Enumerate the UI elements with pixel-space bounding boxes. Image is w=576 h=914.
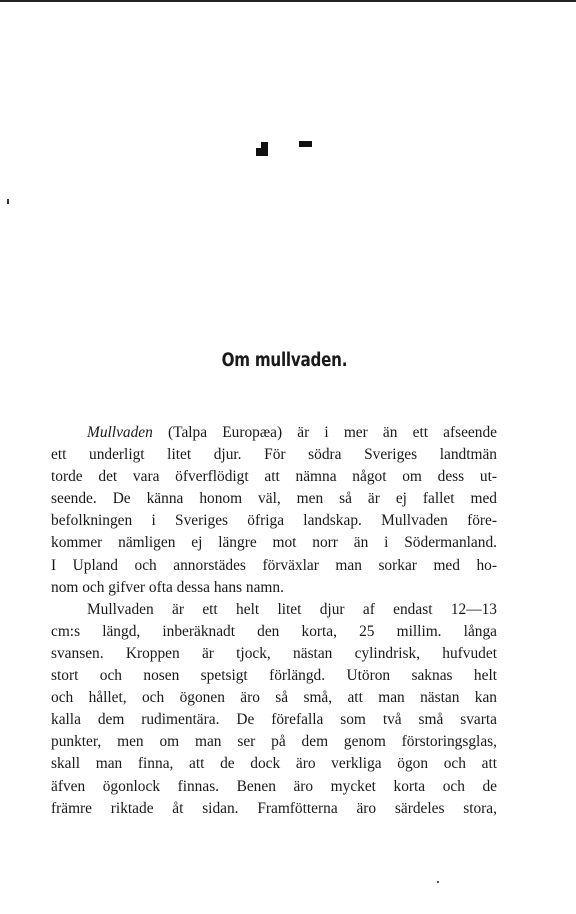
text-line: seende. De känna honom väl, men så är ej fallet med (51, 490, 497, 508)
text-line: ett underligt litet djur. För södra Sveriges landtmän (51, 446, 497, 464)
text-line: främre riktade åt sidan. Framfötterna äro särdeles stora, (51, 799, 497, 817)
text-line: torde det vara öfverflödigt att nämna något om dess ut- (51, 468, 497, 486)
text-line: I Upland och annorstädes förväxlar man sorkar med ho- (51, 556, 497, 574)
text-line: stort och nosen spetsigt förlängd. Utöron saknas helt (51, 667, 497, 685)
text-line: Mullvaden är ett helt litet djur af endast 12—13 (87, 600, 497, 618)
text-line: kommer nämligen ej längre mot norr än i Södermanland. (51, 534, 497, 552)
printer-mark-right (299, 141, 312, 147)
article-body (51, 422, 497, 820)
page-title: Om mullvaden. (221, 350, 348, 371)
text-line: skall man finna, att de dock äro verkliga ögon och att (51, 755, 497, 773)
text-line-rest: (Talpa Europæa) är i mer än ett afseende (152, 424, 497, 441)
ink-speck (437, 881, 439, 883)
ink-speck (7, 199, 9, 204)
lead-word: Mullvaden (87, 424, 153, 441)
text-line (51, 422, 497, 444)
text-line: befolkningen i Sveriges öfriga landskap. Mullvaden före- (51, 512, 497, 530)
text-line: cm:s längd, inberäknadt den korta, 25 millim. långa (51, 622, 497, 640)
text-line: svansen. Kroppen är tjock, nästan cylindrisk, hufvudet (51, 644, 497, 662)
text-line: äfven ögonlock finnas. Benen äro mycket korta och de (51, 777, 497, 795)
top-page-edge (0, 0, 576, 2)
text-line: punkter, men om man ser på dem genom förstoringsglas, (51, 733, 497, 751)
text-line: nom och gifver ofta dessa hans namn. (51, 578, 284, 596)
printer-mark-notch (256, 142, 261, 148)
text-line: kalla dem rudimentära. De förefalla som två små svarta (51, 711, 497, 729)
text-line: och hållet, och ögonen äro så små, att man nästan kan (51, 689, 497, 707)
